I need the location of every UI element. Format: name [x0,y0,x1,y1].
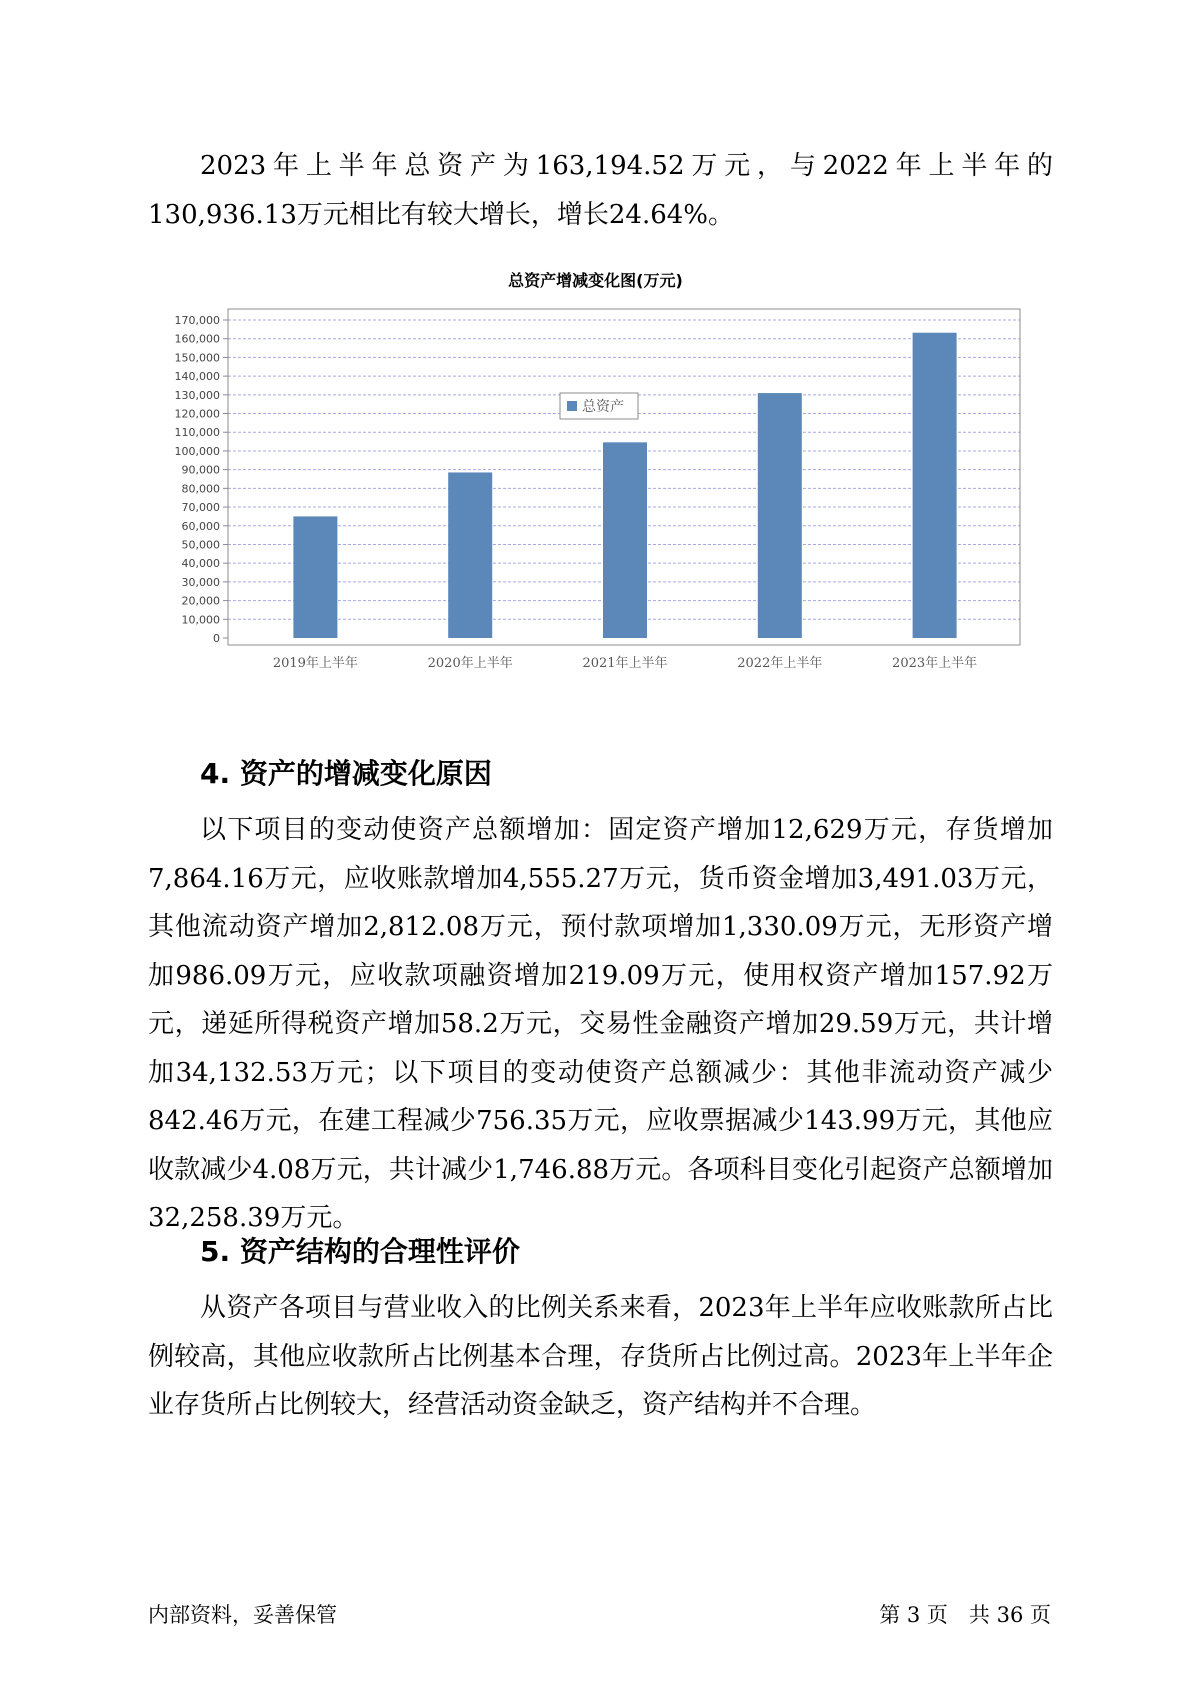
x-tick-label: 2023年上半年 [892,656,978,671]
chart-bars [293,333,956,638]
y-tick-label: 130,000 [174,388,220,402]
bar [758,393,802,638]
x-tick-label: 2021年上半年 [582,656,668,671]
y-tick-label: 30,000 [181,575,220,589]
x-axis-ticks [273,655,977,671]
legend-label: 总资产 [582,399,624,415]
bar-chart [0,295,1191,675]
y-tick-label: 100,000 [174,444,220,458]
y-tick-label: 0 [213,632,220,645]
x-tick-label: 2022年上半年 [737,656,823,671]
y-tick-label: 150,000 [174,351,220,365]
y-tick-label: 90,000 [181,463,220,477]
y-tick-label: 40,000 [181,557,220,571]
y-tick-label: 110,000 [174,426,220,440]
footer-page-number: 第 3 页 共 36 页 [879,1603,1051,1627]
bar [448,472,492,638]
y-axis-ticks [175,314,229,645]
bar [293,516,337,638]
bar [913,333,957,638]
y-tick-label: 120,000 [174,407,220,421]
paragraph-structure-evaluation: 从资产各项目与营业收入的比例关系来看，2023年上半年应收账款所占比例较高，其他应收款所占比例基本合理，存货所占比例过高。2023年上半年企业存货所占比例较大，经营活动资金缺乏，资产结构并不合理。 [148,1293,1053,1420]
y-tick-label: 70,000 [181,501,220,515]
paragraph-total-assets: 2023年上半年总资产为163,194.52万元，与2022年上半年的130,936.13万元相比有较大增长，增长24.64%。 [148,151,1053,230]
x-tick-label: 2020年上半年 [427,656,513,671]
section-heading-5: 5. 资产结构的合理性评价 [200,1235,520,1268]
y-tick-label: 50,000 [181,538,220,552]
chart-title: 总资产增减变化图(万元) [508,271,683,290]
section-heading-4: 4. 资产的增减变化原因 [200,757,492,790]
paragraph-change-reasons: 以下项目的变动使资产总额增加：固定资产增加12,629万元，存货增加7,864.16万元，应收账款增加4,555.27万元，货币资金增加3,491.03万元，其他流动资产增加2,812.08万元，预付款项增加1,330.09万元，无形资产增加986.09万元，应收款项融资增加219.09万元，使用权资产增加157.92万元，递延所得税资产增加58.2万元，交易性金融资产增加29.59万元，共计增加34,132.53万元；以下项目的变动使资产总额减少：其他非流动资产减少842.46万元，在建工程减少756.35万元，应收票据减少143.99万元，其他应收款减少4.08万元，共计减少1,746.88万元。各项科目变化引起资产总额增加32,258.39万元。 [148,815,1053,1233]
y-tick-label: 160,000 [174,332,220,346]
y-tick-label: 10,000 [181,613,220,627]
y-tick-label: 80,000 [181,482,220,496]
x-tick-label: 2019年上半年 [272,656,358,671]
bar [603,442,647,638]
y-tick-label: 20,000 [181,594,220,608]
y-tick-label: 140,000 [174,370,220,384]
y-tick-label: 60,000 [181,519,220,533]
chart-legend [560,393,638,419]
y-tick-label: 170,000 [174,314,220,327]
legend-swatch [567,401,577,411]
footer-left: 内部资料，妥善保管 [148,1603,337,1627]
